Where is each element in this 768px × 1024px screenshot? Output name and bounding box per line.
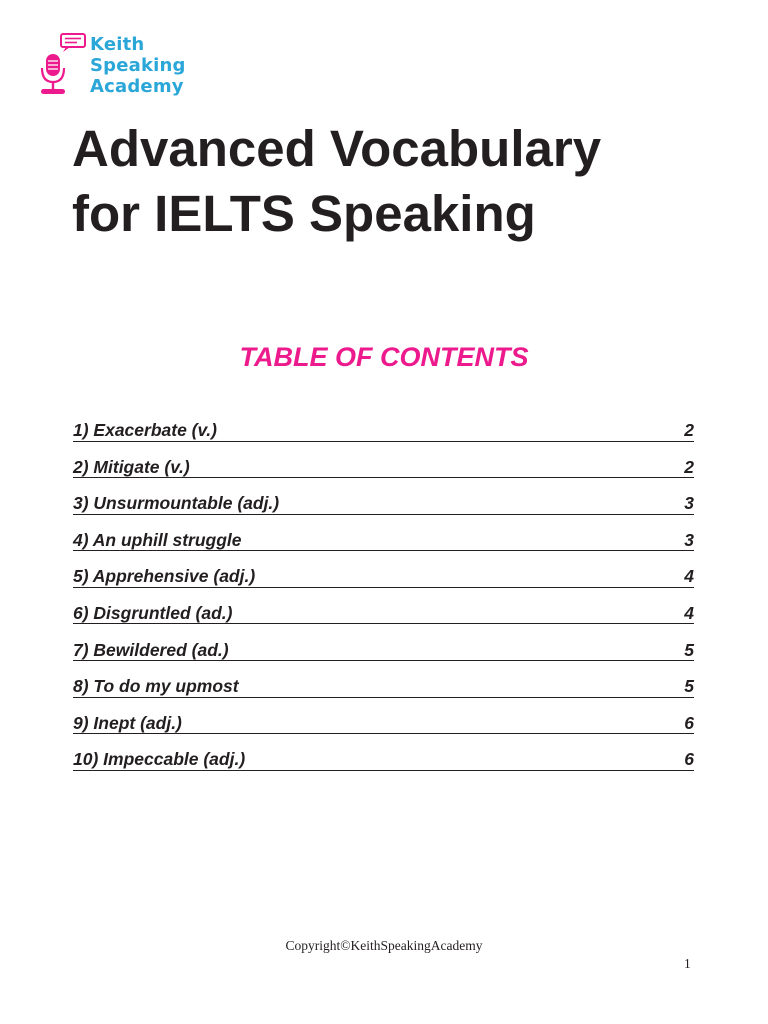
toc-entry-label: 10) Impeccable (adj.) (73, 749, 246, 770)
toc-entry-page: 4 (684, 602, 694, 623)
toc-entry-page: 2 (684, 420, 694, 440)
toc-leader-line (73, 477, 694, 478)
toc-entry[interactable] (73, 714, 694, 751)
microphone-speech-bubble-icon (38, 32, 88, 96)
brand-logo (38, 32, 198, 98)
document-title-line: Advanced Vocabulary (72, 120, 602, 177)
toc-entry[interactable] (73, 421, 694, 458)
toc-leader-line (73, 770, 694, 771)
toc-leader-line (73, 441, 694, 442)
table-of-contents (73, 421, 694, 787)
toc-entry-label: 3) Unsurmountable (adj.) (73, 493, 280, 514)
toc-entry[interactable] (73, 604, 694, 641)
brand-name-line: Speaking (90, 55, 186, 76)
brand-name-line: Keith (90, 34, 145, 55)
toc-entry-page: 2 (684, 456, 694, 477)
toc-leader-line (73, 550, 694, 551)
toc-entry-label: 2) Mitigate (v.) (73, 456, 190, 477)
toc-entry-page: 3 (684, 529, 694, 550)
toc-entry[interactable] (73, 494, 694, 531)
toc-leader-line (73, 514, 694, 515)
copyright-notice: Copyright©KeithSpeakingAcademy (285, 938, 483, 953)
brand-name (90, 34, 186, 97)
toc-leader-line (73, 587, 694, 588)
toc-entry-label: 7) Bewildered (ad.) (73, 639, 229, 660)
toc-entry[interactable] (73, 677, 694, 714)
toc-heading: TABLE OF CONTENTS (239, 342, 529, 372)
toc-entry-page: 6 (684, 749, 694, 770)
toc-entry-label: 1) Exacerbate (v.) (73, 420, 217, 440)
toc-entry-page: 5 (684, 676, 694, 697)
toc-entry-page: 5 (684, 639, 694, 660)
toc-entry-label: 6) Disgruntled (ad.) (73, 602, 233, 623)
document-title-line: for IELTS Speaking (72, 185, 536, 242)
toc-leader-line (73, 697, 694, 698)
toc-entry[interactable] (73, 458, 694, 495)
toc-entry-label: 9) Inept (adj.) (73, 712, 182, 733)
toc-entry-page: 6 (684, 712, 694, 733)
toc-entry[interactable] (73, 531, 694, 568)
toc-leader-line (73, 733, 694, 734)
page-number: 1 (684, 956, 691, 971)
toc-entry-page: 3 (684, 493, 694, 514)
document-title (72, 116, 732, 246)
toc-entry-label: 5) Apprehensive (adj.) (73, 566, 256, 587)
toc-entry[interactable] (73, 750, 694, 787)
toc-leader-line (73, 660, 694, 661)
toc-leader-line (73, 623, 694, 624)
toc-entry[interactable] (73, 567, 694, 604)
toc-entry[interactable] (73, 641, 694, 678)
brand-name-line: Academy (90, 76, 184, 97)
toc-entry-label: 8) To do my upmost (73, 676, 239, 697)
toc-entry-label: 4) An uphill struggle (73, 529, 242, 550)
toc-entry-page: 4 (684, 566, 694, 587)
